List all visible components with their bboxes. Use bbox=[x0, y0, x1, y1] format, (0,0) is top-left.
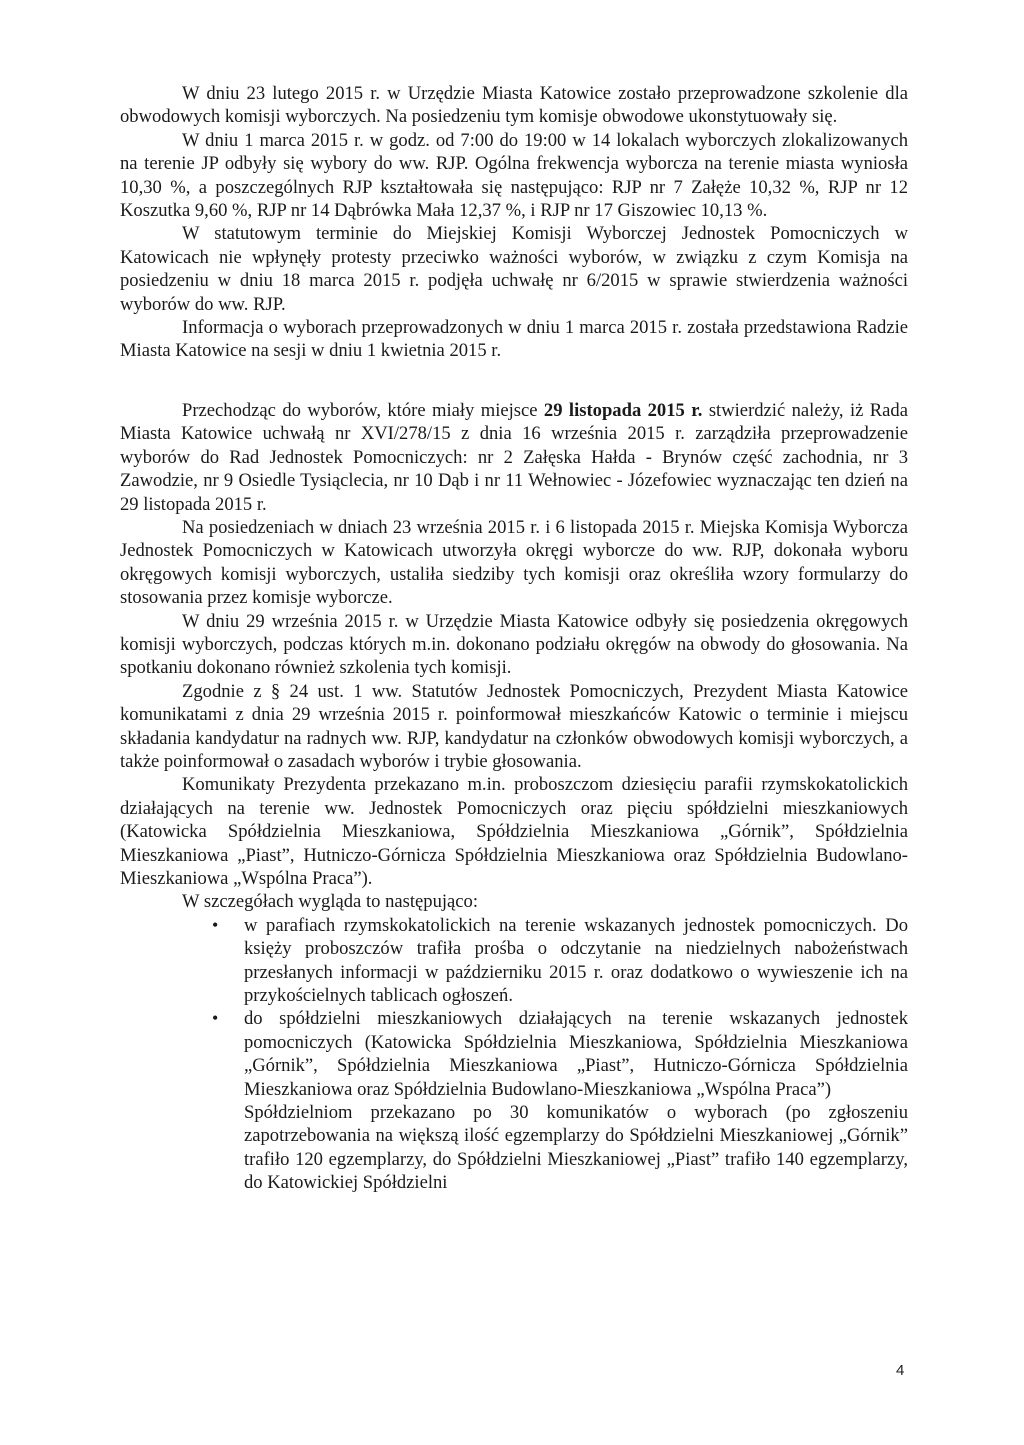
paragraph-training: W dniu 23 lutego 2015 r. w Urzędzie Miasta Katowice zostało przeprowadzone szkolenie dla obwodowych komisji wyborczych. Na posiedzeniu tym komisje obwodowe ukonstytuowały się. bbox=[120, 83, 908, 128]
paragraph-election-turnout: W dniu 1 marca 2015 r. w godz. od 7:00 do 19:00 w 14 lokalach wyborczych zlokalizowanych na terenie JP odbyły się wybory do ww. RJP. Ogólna frekwencja wyborcza na terenie miasta wyniosła 10,30 %, a poszczególnych RJP kształtowała się następująco: RJP nr 7 Załęże 10,32 %, RJP nr 12 Koszutka 9,60 %, RJP nr 14 Dąbrówka Mała 12,37 %, i RJP nr 17 Giszowiec 10,13 %. bbox=[120, 129, 908, 222]
paragraph-cooperatives-copies: Spółdzielniom przekazano po 30 komunikatów o wyborach (po zgłoszeniu zapotrzebowania na większą ilość egzemplarzy do Spółdzielni Mieszkaniowej „Górnik” trafiło 120 egzemplarzy, do Spółdzielni Mieszkaniowej „Piast” trafiło 140 egzemplarzy, do Katowickiej Spółdzielni bbox=[244, 1102, 908, 1194]
p5-text-after: stwierdzić należy, iż Rada Miasta Katowice uchwałą nr XVI/278/15 z dnia 16 września 2015 r. zarządziła przeprowadzenie wyborów do Rad Jednostek Pomocniczych: nr 2 Załęska Hałda - Brynów część zachodnia, nr 3 Zawodzie, nr 9 Osiedle Tysiąclecia, nr 10 Dąb i nr 11 Wełnowiec - Józefowiec wyznaczając ten dzień na 29 listopada 2015 r. bbox=[120, 399, 908, 515]
paragraph-district-commissions: W dniu 29 września 2015 r. w Urzędzie Miasta Katowice odbyły się posiedzenia okręgowych komisji wyborczych, podczas których m.in. dokonano podziału okręgów na obwody do głosowania. Na spotkaniu dokonano również szkolenia tych komisji. bbox=[120, 610, 908, 679]
details-list bbox=[120, 914, 908, 1101]
paragraph-city-council-info: Informacja o wyborach przeprowadzonych w dniu 1 marca 2015 r. została przedstawiona Radzie Miasta Katowice na sesji w dniu 1 kwietnia 2015 r. bbox=[120, 317, 908, 362]
paragraph-details-intro: W szczegółach wygląda to następująco: bbox=[182, 891, 479, 913]
list-item bbox=[212, 914, 908, 1008]
list-item-text: do spółdzielni mieszkaniowych działających na terenie wskazanych jednostek pomocniczych (Katowicka Spółdzielnia Mieszkaniowa, Spółdzielnia Mieszkaniowa „Górnik”, Spółdzielnia Mieszkaniowa „Piast”, Hutniczo-Górnicza Spółdzielnia Mieszkaniowa oraz Spółdzielnia Budowlano-Mieszkaniowa „Wspólna Praca”) bbox=[244, 1008, 908, 1100]
paragraph-statute-announcements: Zgodnie z § 24 ust. 1 ww. Statutów Jednostek Pomocniczych, Prezydent Miasta Katowice komunikatami z dnia 29 września 2015 r. poinformował mieszkańców Katowic o terminie i miejscu składania kandydatur na radnych ww. RJP, kandydatur na członków obwodowych komisji wyborczych, a także poinformował o zasadach wyborów i trybie głosowania. bbox=[120, 680, 908, 772]
document-body bbox=[120, 82, 908, 1195]
paragraph-november-elections bbox=[120, 399, 908, 516]
p5-text-before: Przechodząc do wyborów, które miały miejsce bbox=[182, 399, 544, 421]
bullet-icon: • bbox=[212, 914, 219, 935]
list-item-text: w parafiach rzymskokatolickich na terenie wskazanych jednostek pomocniczych. Do księży proboszczów trafiła prośba o odczytanie na niedzielnych nabożeństwach przesłanych informacji w październiku 2015 r. oraz dodatkowo o wywieszenie ich na przykościelnych tablicach ogłoszeń. bbox=[244, 914, 908, 1007]
page-number: 4 bbox=[896, 1362, 905, 1379]
paragraph-protests: W statutowym terminie do Miejskiej Komisji Wyborczej Jednostek Pomocniczych w Katowicach nie wpłynęły protesty przeciwko ważności wyborów, w związku z czym Komisja na posiedzeniu w dniu 18 marca 2015 r. podjęła uchwałę nr 6/2015 w sprawie stwierdzenia ważności wyborów do ww. RJP. bbox=[120, 223, 908, 315]
election-date-bold: 29 listopada 2015 r. bbox=[543, 399, 703, 421]
paragraph-announcements-distribution: Komunikaty Prezydenta przekazano m.in. proboszczom dziesięciu parafii rzymskokatolickich działających na terenie ww. Jednostek Pomocniczych oraz pięciu spółdzielni mieszkaniowych (Katowicka Spółdzielnia Mieszkaniowa, Spółdzielnia Mieszkaniowa „Górnik”, Spółdzielnia Mieszkaniowa „Piast”, Hutniczo-Górnicza Spółdzielnia Mieszkaniowa oraz Spółdzielnia Budowlano-Mieszkaniowa „Wspólna Praca”). bbox=[120, 774, 908, 889]
section-gap bbox=[120, 363, 908, 399]
bullet-icon: • bbox=[212, 1008, 219, 1029]
list-item bbox=[212, 1007, 908, 1101]
paragraph-commission-meetings: Na posiedzeniach w dniach 23 września 2015 r. i 6 listopada 2015 r. Miejska Komisja Wyborcza Jednostek Pomocniczych w Katowicach utworzyła okręgi wyborcze do ww. RJP, dokonała wyboru okręgowych komisji wyborczych, ustaliła siedziby tych komisji oraz określiła wzory formularzy do stosowania przez komisje wyborcze. bbox=[120, 516, 908, 609]
